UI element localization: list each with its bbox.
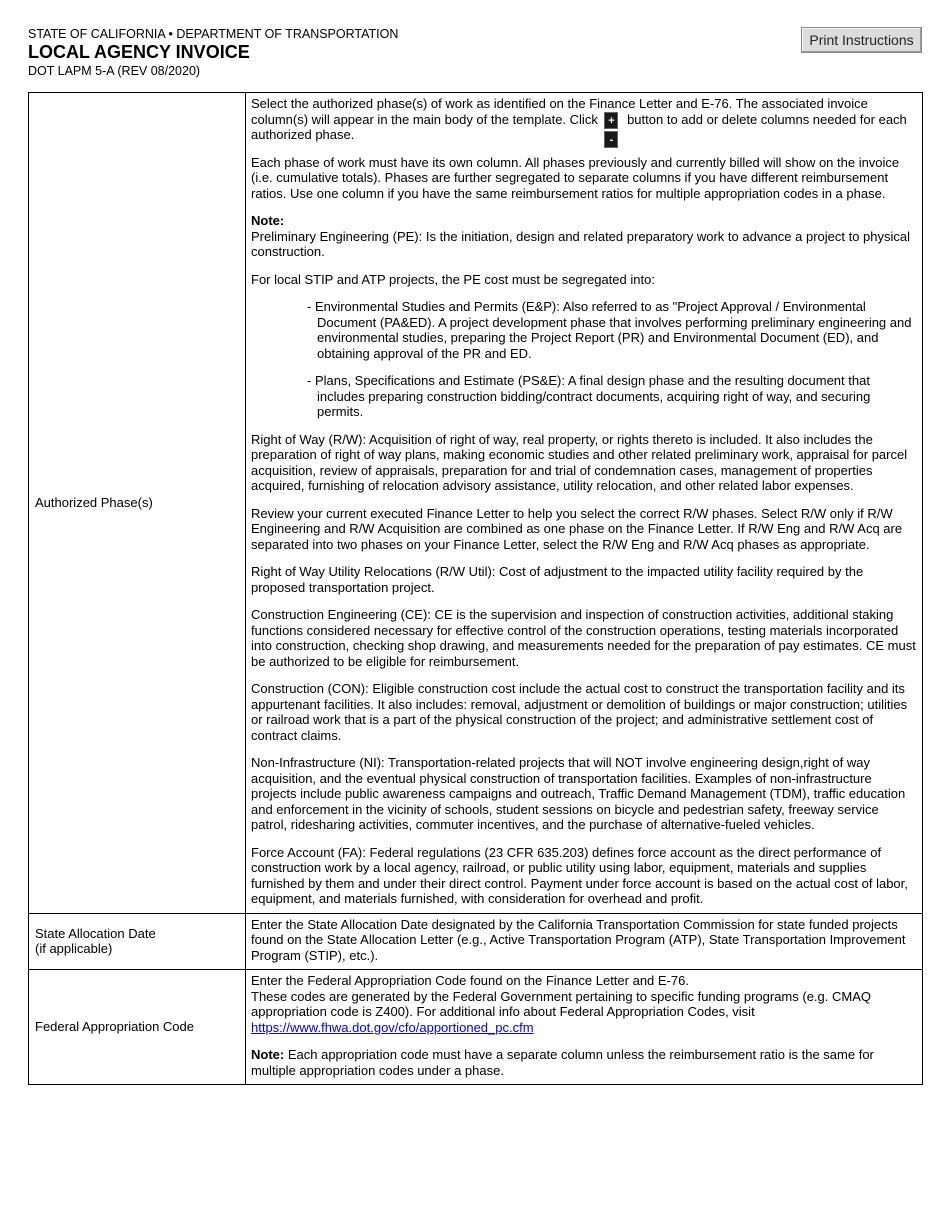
- paragraph-phase-columns: Each phase of work must have its own column. All phases previously and currently billed will show on the invoice (i.e. cumulative totals). Phases are further segregated to separate columns if you have different reimbursement ratios. Use one column if you have the same reimbursement ratios for multiple appropriation codes in a phase.: [251, 154, 900, 201]
- state-allocation-description: Enter the State Allocation Date designated by the California Transportation Commission for state funded projects found on the State Allocation Letter (e.g., Active Transportation Program (ATP), State Transportation Improvement Program (STIP), etc.).: [246, 913, 923, 970]
- paragraph-select-phases: Select the authorized phase(s) of work as identified on the Finance Letter and E-76. The associated invoice column(s) will appear in the main body of the template. Click + - button to add or delete columns needed for each authorized phase.: [251, 96, 907, 146]
- paragraph-stip-atp: For local STIP and ATP projects, the PE cost must be segregated into:: [251, 271, 655, 287]
- minus-icon: -: [604, 131, 618, 148]
- instructions-table: [28, 92, 923, 1085]
- agency-line: STATE OF CALIFORNIA • DEPARTMENT OF TRANSPORTATION: [28, 27, 399, 41]
- paragraph-construction: Construction (CON): Eligible construction cost include the actual cost to construct the transportation facility and its appurtenant facilities. It also includes: removal, adjustment or demolition of buildings or major construction; utilities or railroad work that is a part of the physical construction of the project; and administrative settlement cost of contract claims.: [251, 681, 908, 743]
- add-delete-column-controls: [603, 112, 621, 146]
- paragraph-note-pe: Note: Preliminary Engineering (PE): Is the initiation, design and related preparatory work to advance a project to physical construction.: [251, 213, 911, 259]
- fhwa-apportioned-link[interactable]: https://www.fhwa.dot.gov/cfo/apportioned_pc.cfm: [251, 1019, 534, 1035]
- paragraph-rw-utility: Right of Way Utility Relocations (R/W Util): Cost of adjustment to the impacted utility facility required by the proposed transportation project.: [251, 564, 864, 595]
- sub-item-environmental: - Environmental Studies and Permits (E&P): Also referred to as "Project Approval / Environmental Document (PA&ED). A project development phase that involves performing preliminary engineering and environmental studies, preparing the Project Report (PR) and Environmental Document (ED), and obtaining approval of the PR and ED.: [307, 299, 912, 361]
- form-title: LOCAL AGENCY INVOICE: [28, 42, 250, 62]
- form-number: DOT LAPM 5-A (REV 08/2020): [28, 64, 201, 78]
- state-allocation-label: State Allocation Date (if applicable): [29, 913, 246, 970]
- federal-appropriation-label: Federal Appropriation Code: [29, 970, 246, 1085]
- table-row-state-allocation: [29, 913, 923, 970]
- authorized-phases-description: [246, 93, 923, 914]
- paragraph-approp-note: Note: Each appropriation code must have a separate column unless the reimbursement ratio is the same for multiple appropriation codes under a phase.: [251, 1047, 874, 1078]
- sub-item-pse: - Plans, Specifications and Estimate (PS&E): A final design phase and the resulting document that includes preparing construction bidding/contract documents, acquiring right of way, and securing permits.: [307, 373, 871, 419]
- paragraph-construction-engineering: Construction Engineering (CE): CE is the supervision and inspection of construction activities, additional staking functions considered necessary for effective control of the construction operations, testing materials incorporated into construction, checking shop drawing, and measurements needed for the preparation of pay estimates. CE must be authorized to be eligible for reimbursement.: [251, 607, 916, 669]
- plus-icon: +: [604, 112, 618, 129]
- federal-appropriation-description: [246, 970, 923, 1085]
- paragraph-force-account: Force Account (FA): Federal regulations (23 CFR 635.203) defines force account as the direct performance of construction work by a local agency, railroad, or public utility using labor, equipment, materials and supplies furnished by them and under their direct control. Payment under force account is based on the actual cost of labor, equipment, and materials furnished, with consideration for overhead and profit.: [251, 844, 908, 906]
- paragraph-review-finance-letter: Review your current executed Finance Letter to help you select the correct R/W phases. Select R/W only if R/W Engineering and R/W Acquisition are combined as one phase on the Finance Letter. If R/W Eng and R/W Acq are separated into two phases on your Finance Letter, select the R/W Eng and R/W Acq phases as appropriate.: [251, 505, 903, 552]
- paragraph-approp-code: Enter the Federal Appropriation Code found on the Finance Letter and E-76. These codes are generated by the Federal Government pertaining to specific funding programs (e.g. CMAQ appropriation code is Z400). For additional info about Federal Appropriation Codes, visit https://www.fhwa.dot.gov/cfo/apportioned_pc.cfm: [251, 973, 871, 1035]
- authorized-phases-label: Authorized Phase(s): [29, 93, 246, 914]
- table-row-authorized-phases: [29, 93, 923, 914]
- print-instructions-button[interactable]: Print Instructions: [801, 27, 922, 53]
- paragraph-non-infrastructure: Non-Infrastructure (NI): Transportation-related projects that will NOT involve engineering design,right of way acquisition, and the eventual physical construction of transportation facilities. Examples of non-infrastructure projects include public awareness campaigns and outreach, Traffic Demand Management (TDM), traffic education and enforcement in the vicinity of schools, student sessions on bicycle and pedestrian safety, freeway service patrol, ridesharing activities, commuter incentives, and the purchase of alternative-fueled vehicles.: [251, 755, 906, 832]
- table-row-federal-appropriation: [29, 970, 923, 1085]
- paragraph-right-of-way: Right of Way (R/W): Acquisition of right of way, real property, or rights thereto is included. It also includes the preparation of right of way plans, making economic studies and other related preliminary work, appraisal for parcel acquisition, review of appraisals, preparation for and trial of condemnation cases, management of properties acquired, furnishing of relocation advisory assistance, utility relocation, and other related labor expenses.: [251, 431, 908, 493]
